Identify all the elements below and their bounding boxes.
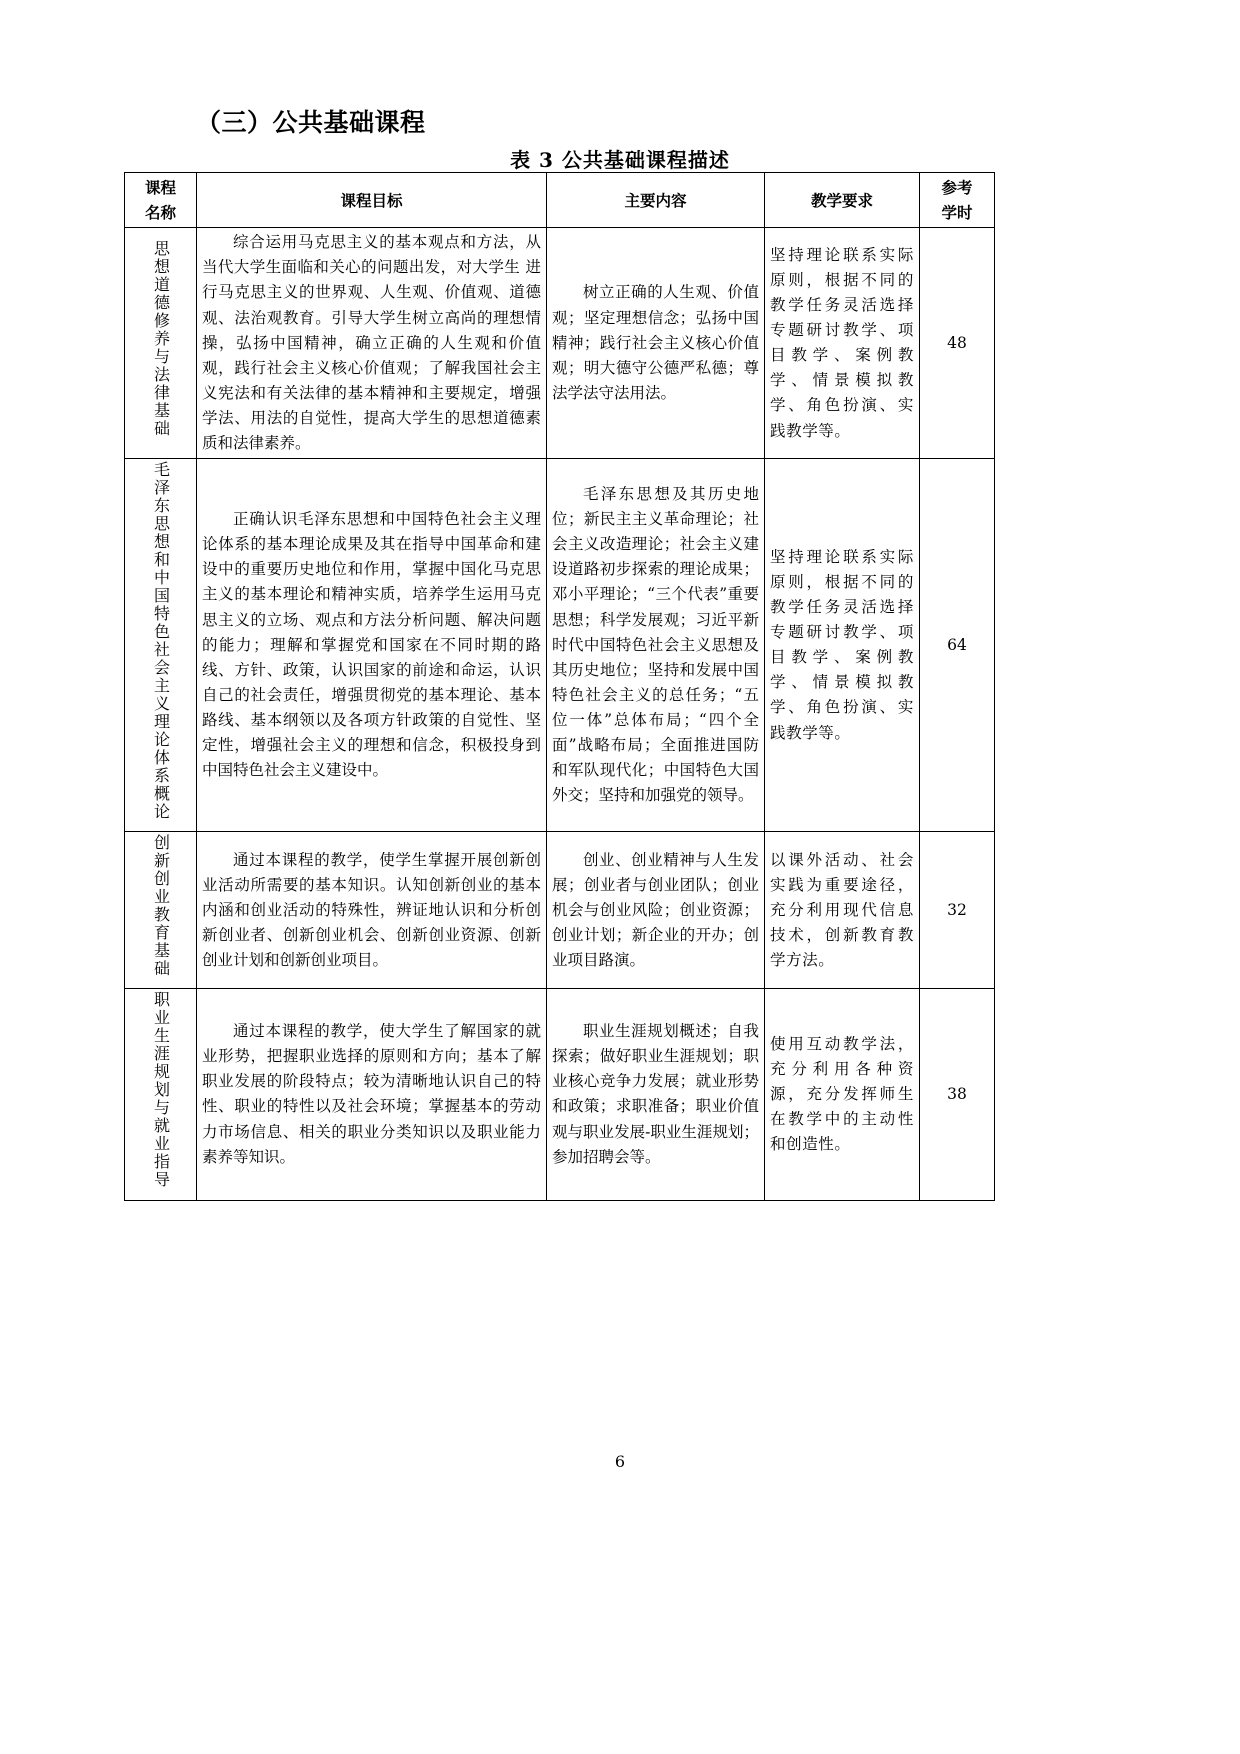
course-name-vertical-text: 创新创业教育基础 <box>151 834 171 979</box>
section-heading: （三）公共基础课程 <box>196 108 426 137</box>
column-header-reference-hours-line1: 参考 <box>941 178 973 197</box>
teaching-requirement-text: 以课外活动、社会实践为重要途径，充分利用现代信息技术，创新教育教学方法。 <box>770 850 914 970</box>
table-row <box>125 989 995 1200</box>
main-content-cell <box>547 989 765 1200</box>
course-goal-cell <box>197 832 547 989</box>
course-goal-cell <box>197 989 547 1200</box>
table-body <box>125 228 995 1200</box>
main-content-text: 职业生涯规划概述；自我探索；做好职业生涯规划；职业核心竞争力发展；就业形势和政策；求职准备；职业价值观与职业发展-职业生涯规划；参加招聘会等。 <box>552 1022 759 1166</box>
teaching-requirement-text: 坚持理论联系实际原则，根据不同的教学任务灵活选择专题研讨教学、项目教学、案例教学、情景模拟教学、角色扮演、实践教学等。 <box>770 245 914 440</box>
main-content-text: 创业、创业精神与人生发展；创业者与创业团队；创业机会与创业风险；创业资源；创业计划；新企业的开办；创业项目路演。 <box>552 850 759 970</box>
teaching-requirement-cell <box>765 989 920 1200</box>
table-row <box>125 459 995 832</box>
column-header-reference-hours <box>920 173 995 228</box>
course-name-cell <box>125 228 197 459</box>
column-header-course-name-line2: 名称 <box>144 203 176 223</box>
table-caption: 表 3 公共基础课程描述 <box>510 148 730 172</box>
table-header-row <box>125 173 995 228</box>
teaching-requirement-cell <box>765 832 920 989</box>
column-header-course-goal: 课程目标 <box>197 173 547 228</box>
column-header-teaching-requirement: 教学要求 <box>765 173 920 228</box>
teaching-requirement-cell <box>765 228 920 459</box>
reference-hours-cell: 48 <box>920 228 995 459</box>
reference-hours-cell: 64 <box>920 459 995 832</box>
teaching-requirement-cell <box>765 459 920 832</box>
main-content-cell <box>547 459 765 832</box>
course-name-cell <box>125 832 197 989</box>
course-goal-cell <box>197 459 547 832</box>
course-name-vertical-text: 毛泽东思想和中国特色社会主义理论体系概论 <box>151 461 171 822</box>
table-row <box>125 228 995 459</box>
reference-hours-cell: 32 <box>920 832 995 989</box>
main-content-text: 毛泽东思想及其历史地位；新民主主义革命理论；社会主义改造理论；社会主义建设道路初步探索的理论成果；邓小平理论；“三个代表”重要思想；科学发展观；习近平新时代中国特色社会主义思想及其历史地位；坚持和发展中国特色社会主义的总任务；“五位一体”总体布局；“四个全面”战略布局；全面推进国防和军队现代化；中国特色大国外交；坚持和加强党的领导。 <box>552 485 759 805</box>
course-name-vertical-text: 职业生涯规划与就业指导 <box>151 991 171 1190</box>
course-goal-text: 通过本课程的教学，使大学生了解国家的就业形势，把握职业选择的原则和方向；基本了解职业发展的阶段特点；较为清晰地认识自己的特性、职业的特性以及社会环境；掌握基本的劳动力市场信息、相关的职业分类知识以及职业能力素养等知识。 <box>202 1022 541 1166</box>
course-name-vertical-text: 思想道德修养与法律基础 <box>151 240 171 439</box>
main-content-cell <box>547 832 765 989</box>
teaching-requirement-text: 使用互动教学法，充分利用各种资源，充分发挥师生在教学中的主动性和创造性。 <box>770 1034 914 1154</box>
column-header-reference-hours-line2: 学时 <box>941 203 973 223</box>
reference-hours-cell: 38 <box>920 989 995 1200</box>
public-basic-courses-table <box>124 172 995 1201</box>
main-content-cell <box>547 228 765 459</box>
course-goal-text: 通过本课程的教学，使学生掌握开展创新创业活动所需要的基本知识。认知创新创业的基本内涵和创业活动的特殊性，辨证地认识和分析创新创业者、创新创业机会、创新创业资源、创新创业计划和创新创业项目。 <box>202 850 541 970</box>
column-header-course-name <box>125 173 197 228</box>
teaching-requirement-text: 坚持理论联系实际原则，根据不同的教学任务灵活选择专题研讨教学、项目教学、案例教学、情景模拟教学、角色扮演、实践教学等。 <box>770 547 914 742</box>
column-header-main-content: 主要内容 <box>547 173 765 228</box>
main-content-text: 树立正确的人生观、价值观；坚定理想信念；弘扬中国精神；践行社会主义核心价值观；明大德守公德严私德；尊法学法守法用法。 <box>552 283 759 402</box>
course-name-cell <box>125 989 197 1200</box>
course-goal-text: 综合运用马克思主义的基本观点和方法，从当代大学生面临和关心的问题出发，对大学生 进行马克思主义的世界观、人生观、价值观、道德观、法治观教育。引导大学生树立高尚的理想情操，弘扬中国精神，确立正确的人生观和价值观，践行社会主义核心价值观；了解我国社会主义宪法和有关法律的基本精神和主要规定，增强学法、用法的自觉性，提高大学生的思想道德素质和法律素养。 <box>202 233 541 453</box>
course-goal-text: 正确认识毛泽东思想和中国特色社会主义理论体系的基本理论成果及其在指导中国革命和建设中的重要历史地位和作用，掌握中国化马克思主义的基本理论和精神实质，培养学生运用马克思主义的立场、观点和方法分析问题、解决问题的能力；理解和掌握党和国家在不同时期的路线、方针、政策，认识国家的前途和命运，认识自己的社会责任，增强贯彻党的基本理论、基本路线、基本纲领以及各项方针政策的自觉性、坚定性，增强社会主义的理想和信念，积极投身到中国特色社会主义建设中。 <box>202 510 541 780</box>
course-goal-cell <box>197 228 547 459</box>
table-header <box>125 173 995 228</box>
table-row <box>125 832 995 989</box>
course-name-cell <box>125 459 197 832</box>
column-header-course-name-line1: 课程 <box>144 178 176 197</box>
page-number: 6 <box>614 1452 626 1471</box>
